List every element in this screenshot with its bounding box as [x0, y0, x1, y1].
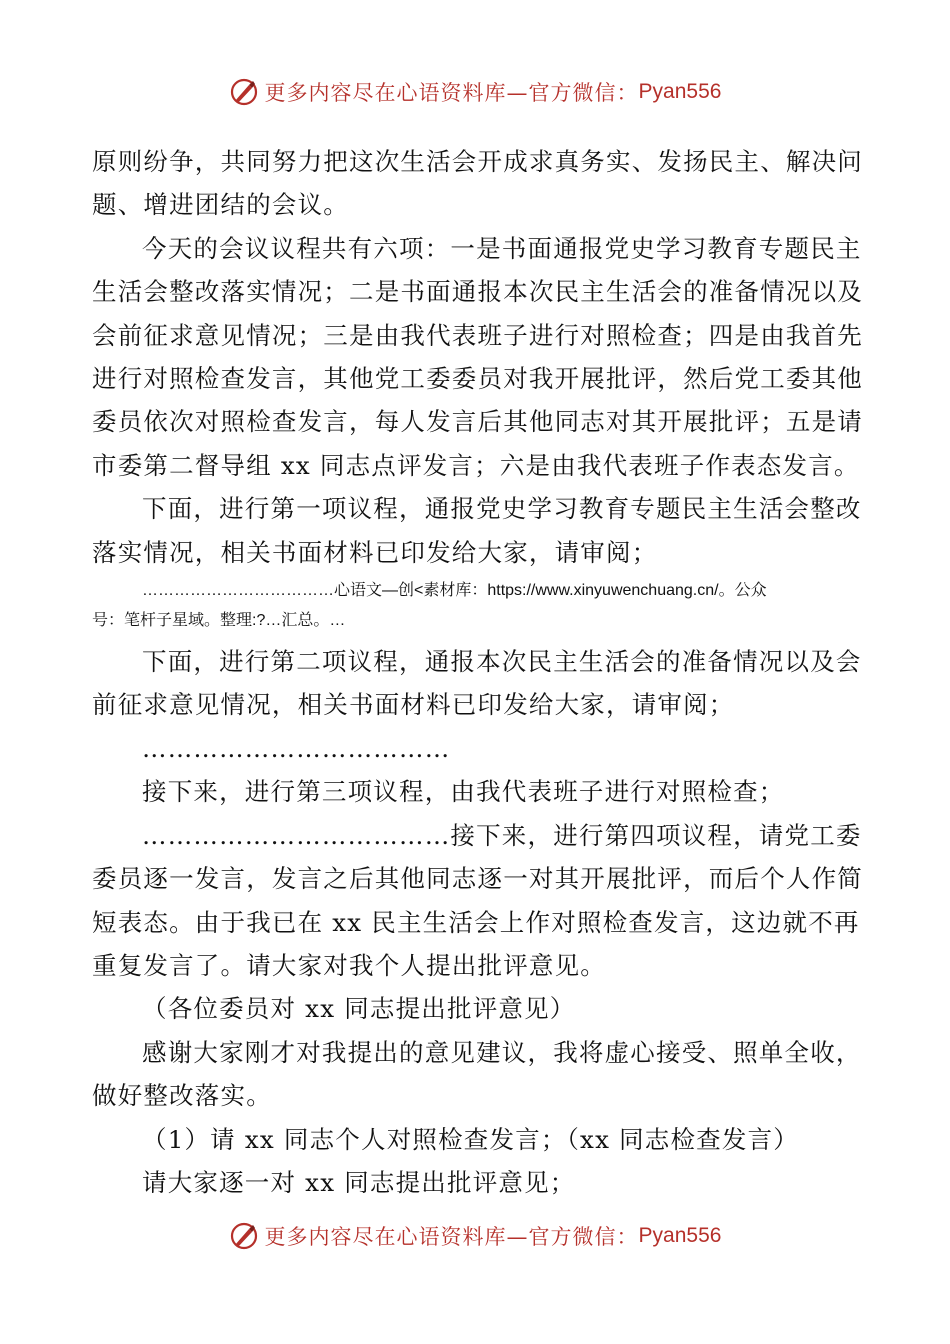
footer-wechat-id: Pyan556	[638, 1224, 722, 1247]
text-line: 进行对照检查发言，其他党工委委员对我开展批评，然后党工委其他	[92, 364, 863, 394]
text-line: 今天的会议议程共有六项：一是书面通报党史学习教育专题民主	[142, 233, 862, 263]
source-note: 号：笔杆子星域。整理:?…汇总。…	[92, 612, 346, 630]
text-line: 落实情况，相关书面材料已印发给大家，请审阅；	[92, 537, 658, 567]
text-line: 感谢大家刚才对我提出的意见建议，我将虚心接受、照单全收，	[142, 1037, 862, 1067]
text-line: 生活会整改落实情况；二是书面通报本次民主生活会的准备情况以及	[92, 277, 863, 307]
text-line: 前征求意见情况，相关书面材料已印发给大家，请审阅；	[92, 690, 735, 720]
source-note: ………………………………心语文—创<素材库：https://www.xinyuwenchuang.cn/。公众	[142, 582, 767, 600]
ellipsis-line: ………………………………	[142, 733, 451, 763]
header-watermark	[0, 72, 950, 112]
footer-watermark	[0, 1216, 950, 1256]
text-line: 会前征求意见情况；三是由我代表班子进行对照检查；四是由我首先	[92, 320, 863, 350]
text-line: 下面，进行第二项议程，通报本次民主生活会的准备情况以及会	[142, 647, 862, 677]
pen-circle-logo-icon	[229, 77, 259, 107]
header-wechat-id: Pyan556	[638, 80, 722, 103]
text-line: 重复发言了。请大家对我个人提出批评意见。	[92, 950, 606, 980]
header-text: 更多内容尽在心语资料库—官方微信：	[264, 81, 639, 105]
text-line: （各位委员对 xx 同志提出批评意见）	[142, 994, 576, 1024]
text-line: 接下来，进行第三项议程，由我代表班子进行对照检查；	[142, 777, 785, 807]
document-body	[92, 140, 862, 1204]
text-line: （1）请 xx 同志个人对照检查发言；（xx 同志检查发言）	[142, 1124, 799, 1154]
pen-circle-logo-icon	[229, 1221, 259, 1251]
text-line: 委员逐一发言，发言之后其他同志逐一对其开展批评，而后个人作简	[92, 864, 863, 894]
text-line: 做好整改落实。	[92, 1081, 272, 1111]
text-line: 下面，进行第一项议程，通报党史学习教育专题民主生活会整改	[142, 494, 862, 524]
text-line: 题、增进团结的会议。	[92, 190, 349, 220]
text-line: 市委第二督导组 xx 同志点评发言；六是由我代表班子作表态发言。	[92, 450, 860, 480]
text-line: 原则纷争，共同努力把这次生活会开成求真务实、发扬民主、解决问	[92, 147, 863, 176]
text-line: 请大家逐一对 xx 同志提出批评意见；	[142, 1167, 576, 1197]
text-line: 委员依次对照检查发言，每人发言后其他同志对其开展批评；五是请	[92, 407, 863, 437]
footer-text: 更多内容尽在心语资料库—官方微信：	[264, 1225, 639, 1249]
text-line: 短表态。由于我已在 xx 民主生活会上作对照检查发言，这边就不再	[92, 907, 860, 937]
text-line: ………………………………接下来，进行第四项议程，请党工委	[142, 820, 862, 850]
